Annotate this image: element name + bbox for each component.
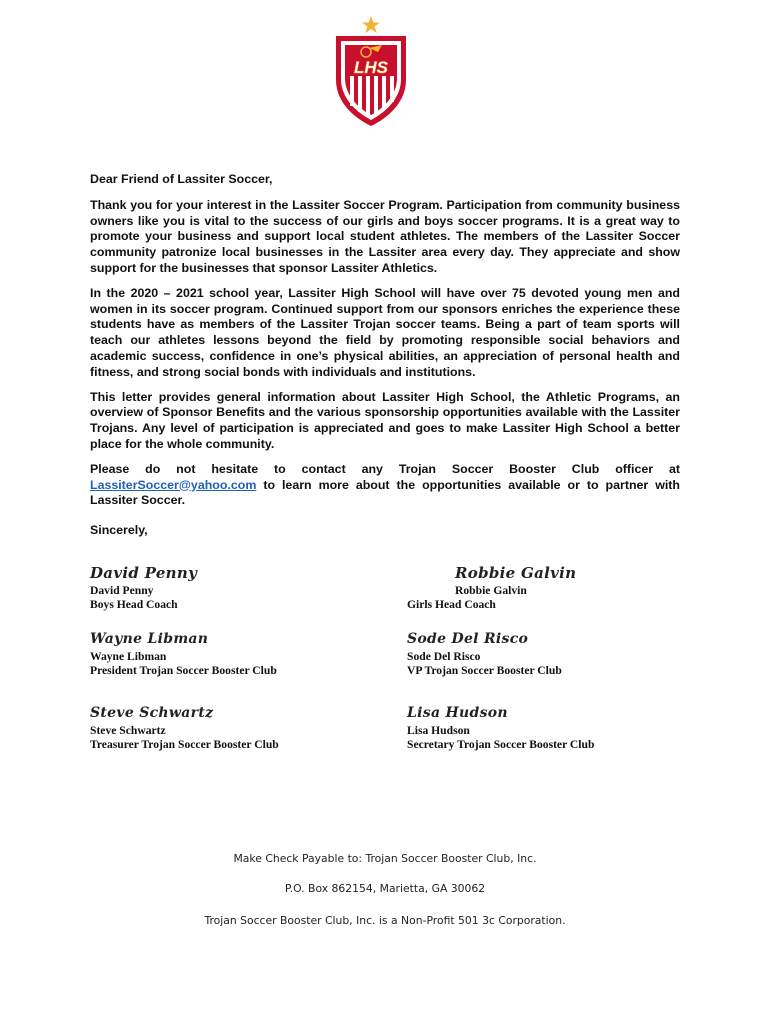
email-link[interactable]: LassiterSoccer@yahoo.com — [90, 477, 257, 492]
signature-david-penny — [90, 566, 197, 612]
signer-title: President Trojan Soccer Booster Club — [90, 664, 277, 677]
signer-title: VP Trojan Soccer Booster Club — [407, 664, 562, 677]
signer-name: Lisa Hudson — [407, 724, 470, 737]
paragraph-4-before: Please do not hesitate to contact any Trojan Soccer Booster Club officer at — [90, 461, 680, 476]
signature-sode-del-risco — [407, 632, 562, 678]
lhs-shield-logo — [332, 14, 410, 130]
logo-text: LHS — [354, 58, 388, 77]
closing: Sincerely, — [90, 523, 148, 538]
signature-block — [90, 566, 690, 766]
letter-body — [90, 172, 680, 548]
signature-wayne-libman — [90, 632, 277, 678]
signer-title: Treasurer Trojan Soccer Booster Club — [90, 738, 279, 751]
signer-title: Boys Head Coach — [90, 598, 178, 611]
signer-title: Secretary Trojan Soccer Booster Club — [407, 738, 595, 751]
signer-name: Wayne Libman — [90, 650, 167, 663]
paragraph-2: In the 2020 – 2021 school year, Lassiter High School will have over 75 devoted young men and women in its soccer program. Continued support from our sponsors enriches the experience these students have as members of the Lassiter Trojan soccer teams. Being a part of team sports will teach our athletes lessons beyond the field by promoting responsible social behaviors and academic success, confidence in one’s physical abilities, an appreciation of personal health and fitness, and strong social bonds with individuals and institutions. — [90, 285, 680, 379]
signer-name: Sode Del Risco — [407, 650, 481, 663]
signature-script: Sode Del Risco — [407, 631, 529, 647]
signature-lisa-hudson — [407, 706, 594, 752]
signature-script: Wayne Libman — [90, 631, 209, 647]
signature-steve-schwartz — [90, 706, 279, 752]
signature-robbie-galvin — [407, 566, 576, 612]
paragraph-4 — [90, 462, 680, 509]
signer-title: Girls Head Coach — [407, 598, 496, 611]
signature-script: David Penny — [90, 564, 198, 582]
signature-script: Steve Schwartz — [90, 705, 214, 721]
signature-script: Robbie Galvin — [455, 564, 577, 582]
footer-nonprofit: Trojan Soccer Booster Club, Inc. is a Non-Profit 501 3c Corporation. — [204, 914, 566, 927]
signer-name: Steve Schwartz — [90, 724, 166, 737]
paragraph-4-after: to learn more about the opportunities available or to partner with Lassiter Soccer. — [90, 477, 680, 508]
greeting: Dear Friend of Lassiter Soccer, — [90, 172, 273, 186]
footer-address: P.O. Box 862154, Marietta, GA 30062 — [284, 882, 486, 895]
paragraph-3: This letter provides general information about Lassiter High School, the Athletic Programs, an overview of Sponsor Benefits and the various sponsorship opportunities available with the Lassiter Trojans. Any level of participation is appreciated and goes to make Lassiter High School a better place for the whole community. — [90, 389, 680, 451]
paragraph-1: Thank you for your interest in the Lassiter Soccer Program. Participation from community business owners like you is vital to the success of our girls and boys soccer programs. It is a great way to promote your business and support local student athletes. The members of the Lassiter Soccer community patronize local businesses in the Lassiter area every day. They appreciate and show support for the businesses that sponsor Lassiter Athletics. — [90, 197, 680, 275]
signer-name: David Penny — [90, 584, 154, 597]
signature-script: Lisa Hudson — [407, 705, 508, 721]
signer-name: Robbie Galvin — [455, 584, 527, 597]
footer-payable: Make Check Payable to: Trojan Soccer Booster Club, Inc. — [233, 852, 537, 865]
